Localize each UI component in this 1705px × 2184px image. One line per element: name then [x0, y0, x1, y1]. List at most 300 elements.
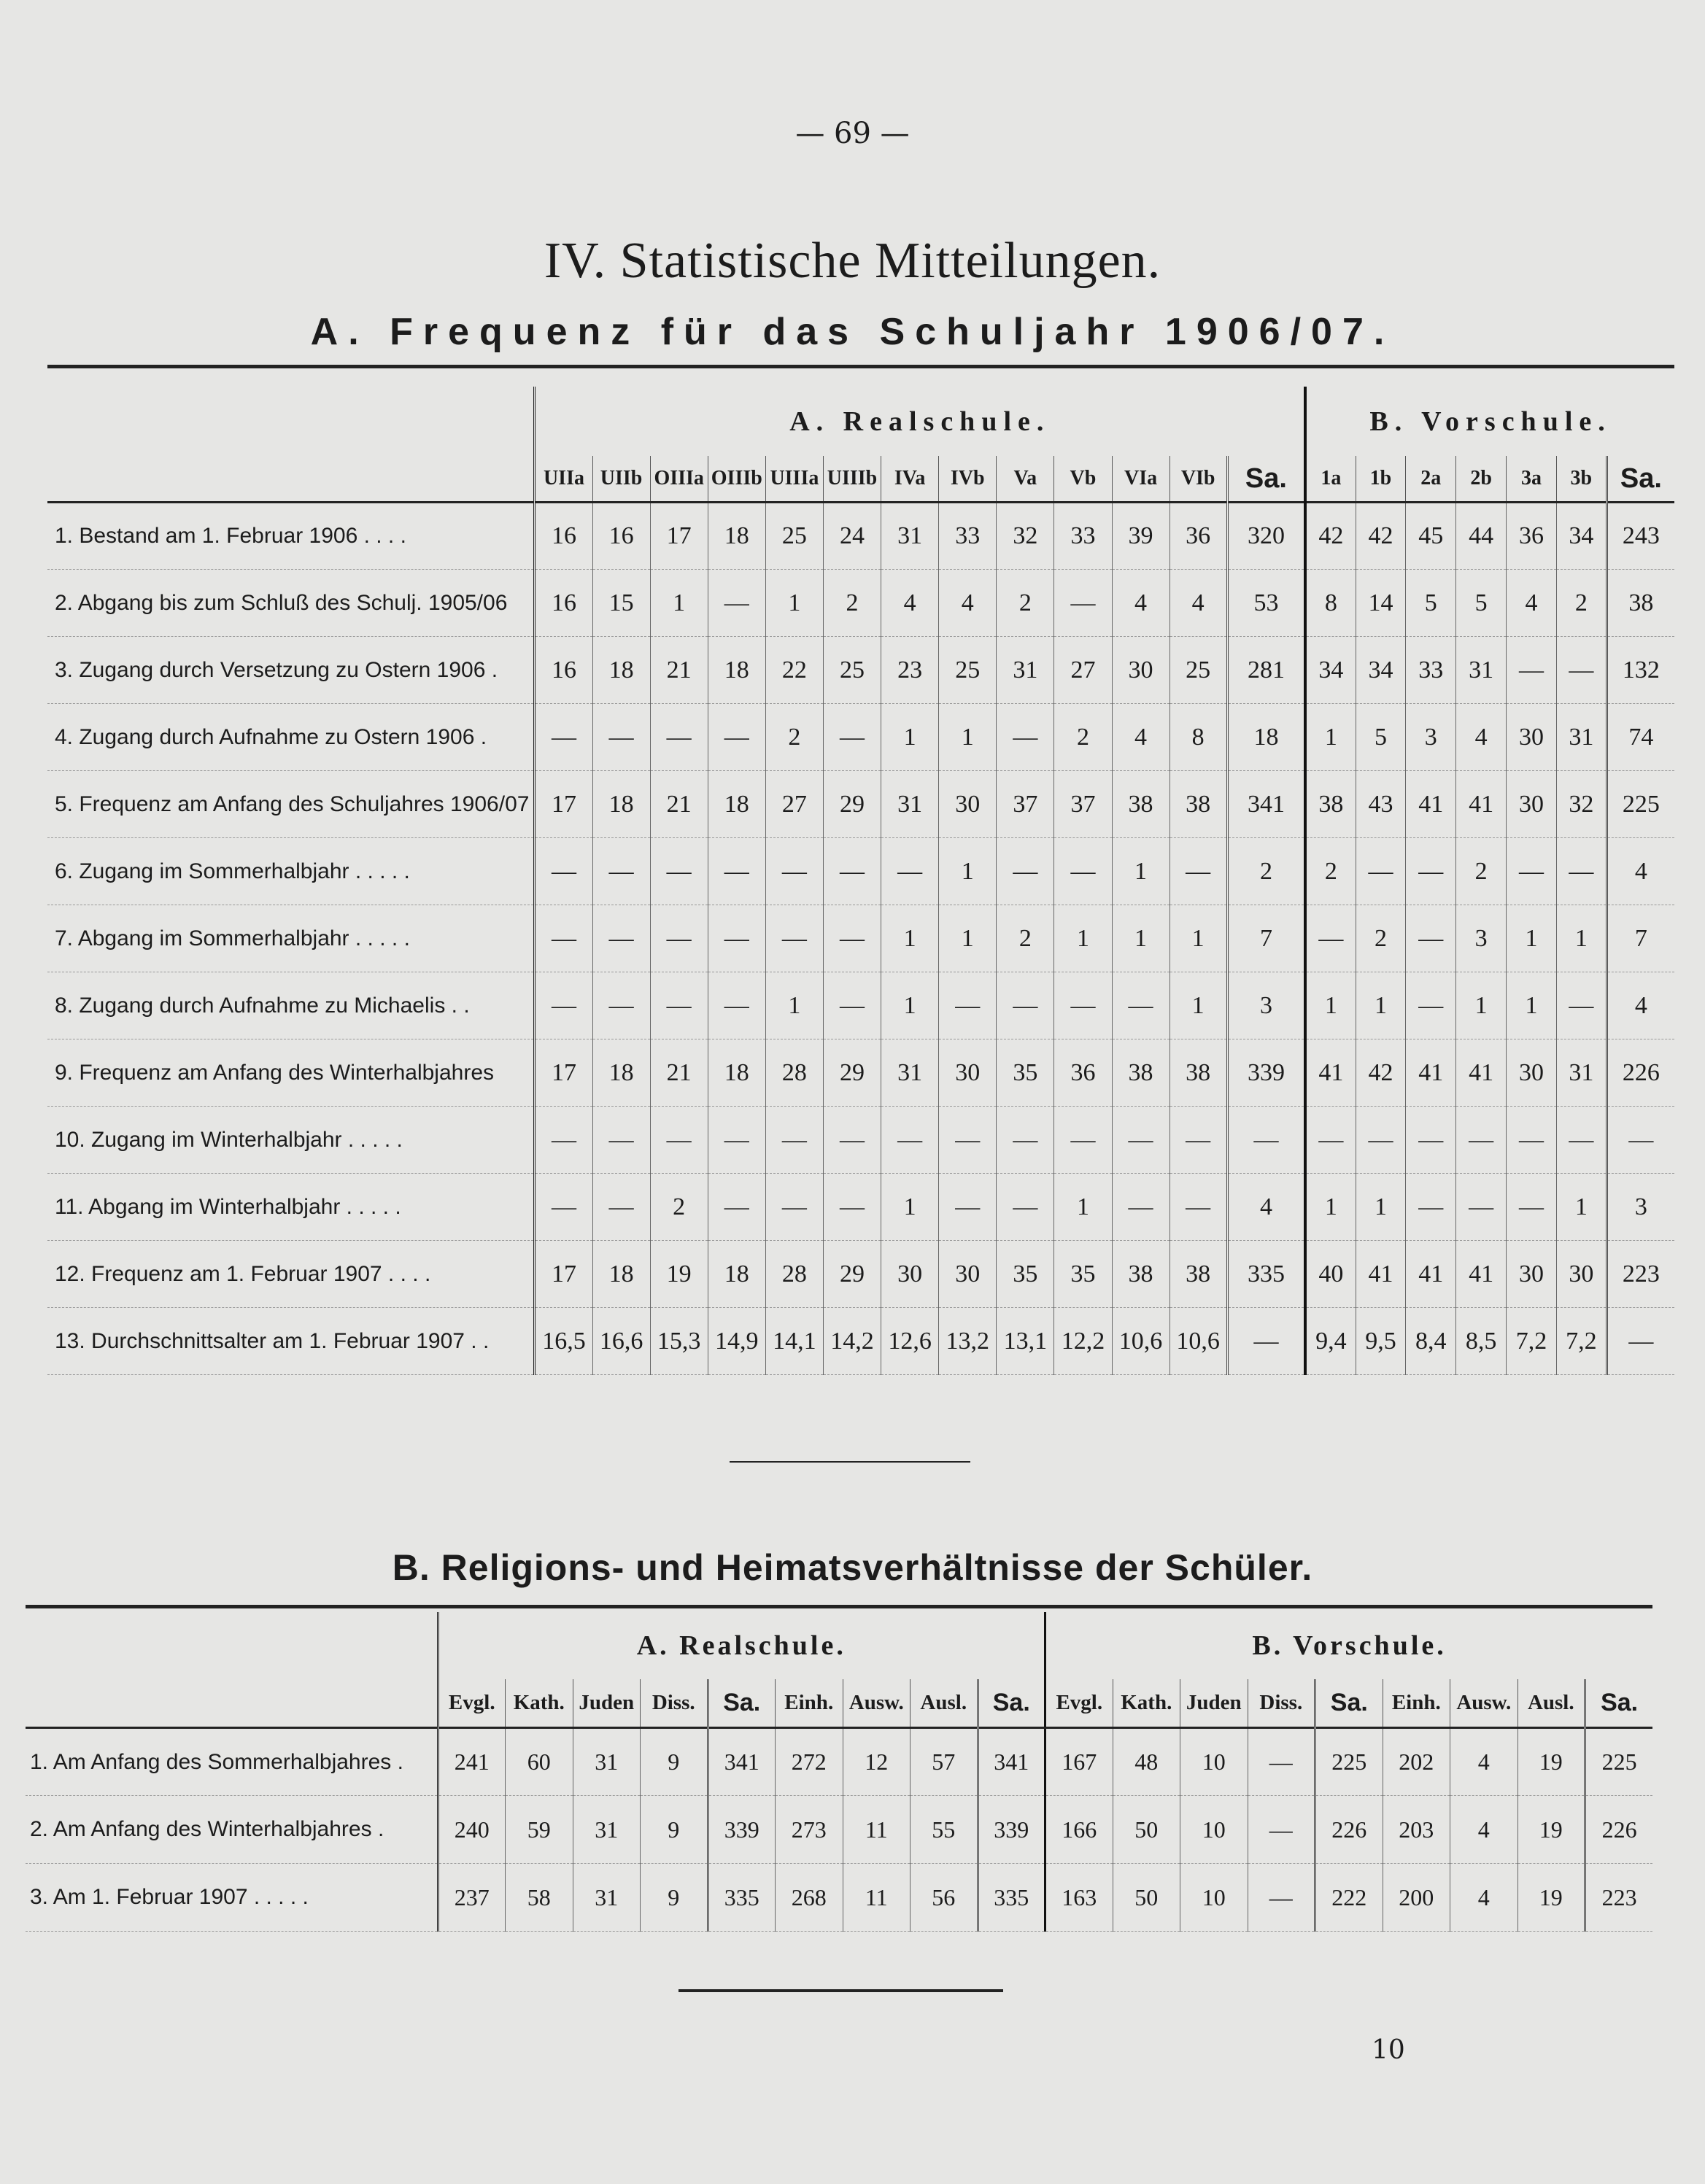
- column-header: 1a: [1305, 456, 1356, 503]
- table-cell: 167: [1045, 1728, 1113, 1796]
- table-cell: 3: [1227, 972, 1305, 1039]
- column-header: OIIIa: [650, 456, 708, 503]
- table-cell: 38: [1169, 771, 1227, 838]
- table-cell: 17: [535, 1039, 592, 1107]
- table-cell: —: [592, 704, 650, 771]
- table-cell: 222: [1315, 1864, 1383, 1932]
- table-row: [47, 1039, 1674, 1107]
- table-cell: —: [1112, 972, 1169, 1039]
- table-cell: 12: [843, 1728, 911, 1796]
- row-label: 8. Zugang durch Aufnahme zu Michaelis . .: [47, 972, 535, 1039]
- table-cell: 16: [535, 503, 592, 570]
- table-cell: 4: [939, 570, 997, 637]
- column-header: UIIb: [592, 456, 650, 503]
- label-column-header: [47, 456, 535, 503]
- table-cell: 45: [1406, 503, 1456, 570]
- column-header: VIa: [1112, 456, 1169, 503]
- column-header: Sa.: [1227, 456, 1305, 503]
- table-cell: 21: [650, 771, 708, 838]
- column-header: Juden: [573, 1679, 641, 1728]
- table-cell: —: [1169, 838, 1227, 905]
- column-header: IVa: [881, 456, 939, 503]
- table-cell: 31: [997, 637, 1054, 704]
- table-cell: 16,5: [535, 1308, 592, 1375]
- table-cell: 29: [823, 1241, 881, 1308]
- table-cell: 1: [765, 570, 823, 637]
- table-cell: —: [708, 1107, 765, 1174]
- row-label: 6. Zugang im Sommerhalbjahr . . . . .: [47, 838, 535, 905]
- table-cell: 41: [1406, 771, 1456, 838]
- column-header: Ausw.: [843, 1679, 911, 1728]
- column-header: UIIa: [535, 456, 592, 503]
- column-header: Kath.: [506, 1679, 573, 1728]
- table-row: [47, 704, 1674, 771]
- table-cell: 4: [1112, 704, 1169, 771]
- table-cell: —: [997, 1107, 1054, 1174]
- table-cell: —: [1406, 1107, 1456, 1174]
- table-cell: —: [1054, 1107, 1112, 1174]
- table-cell: 18: [708, 771, 765, 838]
- table-cell: 74: [1607, 704, 1674, 771]
- row-label: 4. Zugang durch Aufnahme zu Ostern 1906 .: [47, 704, 535, 771]
- table-cell: 17: [535, 771, 592, 838]
- table-cell: 1: [939, 905, 997, 972]
- table-cell: 4: [1456, 704, 1507, 771]
- table-cell: 31: [1456, 637, 1507, 704]
- table-cell: 25: [765, 503, 823, 570]
- rule-top-a: [47, 365, 1674, 368]
- table-cell: 33: [1406, 637, 1456, 704]
- table-cell: 30: [1507, 1241, 1557, 1308]
- table-cell: 60: [506, 1728, 573, 1796]
- table-cell: 1: [1507, 972, 1557, 1039]
- table-cell: 225: [1607, 771, 1674, 838]
- frequency-table: [47, 387, 1674, 1375]
- table-cell: —: [1054, 838, 1112, 905]
- table-cell: 38: [1607, 570, 1674, 637]
- table-cell: —: [997, 838, 1054, 905]
- table-cell: 2: [650, 1174, 708, 1241]
- table-cell: 1: [881, 905, 939, 972]
- table-cell: 8,5: [1456, 1308, 1507, 1375]
- table-cell: 33: [939, 503, 997, 570]
- table-cell: 14,2: [823, 1308, 881, 1375]
- table-cell: 243: [1607, 503, 1674, 570]
- table-cell: —: [708, 704, 765, 771]
- table-cell: 53: [1227, 570, 1305, 637]
- table-cell: 21: [650, 637, 708, 704]
- table-cell: —: [765, 905, 823, 972]
- table-cell: 1: [1169, 905, 1227, 972]
- table-cell: —: [823, 1174, 881, 1241]
- rule-top-b: [26, 1605, 1652, 1608]
- table-cell: —: [823, 905, 881, 972]
- table-cell: 10: [1180, 1796, 1248, 1864]
- table-cell: 339: [978, 1796, 1045, 1864]
- table-cell: 23: [881, 637, 939, 704]
- table-cell: —: [1556, 637, 1607, 704]
- row-label: 2. Abgang bis zum Schluß des Schulj. 1905/06: [47, 570, 535, 637]
- table-cell: 1: [939, 838, 997, 905]
- table-cell: 241: [438, 1728, 506, 1796]
- table-cell: 200: [1383, 1864, 1450, 1932]
- table-cell: 59: [506, 1796, 573, 1864]
- table-cell: 21: [650, 1039, 708, 1107]
- table-cell: 35: [997, 1241, 1054, 1308]
- row-label: 3. Zugang durch Versetzung zu Ostern 1906 .: [47, 637, 535, 704]
- table-cell: —: [1054, 972, 1112, 1039]
- column-header: IVb: [939, 456, 997, 503]
- table-cell: —: [1456, 1174, 1507, 1241]
- table-cell: 48: [1113, 1728, 1180, 1796]
- table-cell: —: [1607, 1107, 1674, 1174]
- table-cell: 273: [776, 1796, 843, 1864]
- table-cell: 27: [1054, 637, 1112, 704]
- row-label: 12. Frequenz am 1. Februar 1907 . . . .: [47, 1241, 535, 1308]
- table-cell: 1: [1054, 905, 1112, 972]
- table-cell: 44: [1456, 503, 1507, 570]
- column-header: OIIIb: [708, 456, 765, 503]
- table-cell: —: [997, 704, 1054, 771]
- footer-number: 10: [1372, 2035, 1405, 2065]
- table-cell: —: [881, 1107, 939, 1174]
- column-header: 2a: [1406, 456, 1456, 503]
- table-cell: 43: [1356, 771, 1406, 838]
- table-cell: 25: [939, 637, 997, 704]
- table-cell: 42: [1356, 1039, 1406, 1107]
- table-cell: 15: [592, 570, 650, 637]
- row-label: 3. Am 1. Februar 1907 . . . . .: [26, 1864, 438, 1932]
- table-cell: 5: [1356, 704, 1406, 771]
- table-cell: 30: [1507, 1039, 1557, 1107]
- table-cell: —: [1248, 1796, 1315, 1864]
- table-cell: —: [1406, 905, 1456, 972]
- table-cell: 7: [1227, 905, 1305, 972]
- row-label: 5. Frequenz am Anfang des Schuljahres 1906/07: [47, 771, 535, 838]
- table-cell: —: [1356, 1107, 1406, 1174]
- table-cell: 2: [1227, 838, 1305, 905]
- table-cell: —: [1456, 1107, 1507, 1174]
- table-cell: 1: [1305, 972, 1356, 1039]
- column-header: Kath.: [1113, 1679, 1180, 1728]
- table-cell: 5: [1456, 570, 1507, 637]
- table-cell: 29: [823, 1039, 881, 1107]
- group-header-vorschule: B. Vorschule.: [1045, 1612, 1653, 1679]
- section-b-heading: B. Religions- und Heimatsverhältnisse der Schüler.: [392, 1547, 1313, 1588]
- table-cell: 30: [939, 1241, 997, 1308]
- table-row: [47, 1241, 1674, 1308]
- column-header: 2b: [1456, 456, 1507, 503]
- table-cell: 15,3: [650, 1308, 708, 1375]
- table-cell: 223: [1585, 1864, 1653, 1932]
- table-row: [47, 1174, 1674, 1241]
- table-cell: —: [535, 1107, 592, 1174]
- table-cell: 2: [1556, 570, 1607, 637]
- table-cell: 16,6: [592, 1308, 650, 1375]
- table-cell: 272: [776, 1728, 843, 1796]
- table-cell: —: [1227, 1107, 1305, 1174]
- column-header: 1b: [1356, 456, 1406, 503]
- column-header: Evgl.: [1045, 1679, 1113, 1728]
- table-cell: 10,6: [1112, 1308, 1169, 1375]
- table-cell: 1: [881, 704, 939, 771]
- table-cell: 3: [1406, 704, 1456, 771]
- table-cell: —: [765, 1174, 823, 1241]
- table-cell: 2: [997, 570, 1054, 637]
- table-cell: 35: [997, 1039, 1054, 1107]
- table-cell: 38: [1112, 1039, 1169, 1107]
- table-cell: 1: [1305, 704, 1356, 771]
- table-cell: 30: [1112, 637, 1169, 704]
- table-cell: 1: [1112, 905, 1169, 972]
- table-row: [26, 1728, 1652, 1796]
- table-cell: —: [592, 905, 650, 972]
- table-cell: 58: [506, 1864, 573, 1932]
- column-header: Einh.: [1383, 1679, 1450, 1728]
- table-cell: 30: [1556, 1241, 1607, 1308]
- table-cell: 41: [1456, 1039, 1507, 1107]
- table-cell: 1: [939, 704, 997, 771]
- table-cell: —: [939, 1174, 997, 1241]
- table-cell: —: [592, 1174, 650, 1241]
- table-cell: 42: [1305, 503, 1356, 570]
- table-cell: —: [997, 1174, 1054, 1241]
- table-cell: 226: [1585, 1796, 1653, 1864]
- table-cell: 10: [1180, 1728, 1248, 1796]
- table-cell: —: [650, 905, 708, 972]
- table-cell: 41: [1356, 1241, 1406, 1308]
- table-cell: 22: [765, 637, 823, 704]
- column-header: Ausl.: [911, 1679, 978, 1728]
- table-cell: 32: [1556, 771, 1607, 838]
- table-cell: 8: [1305, 570, 1356, 637]
- table-cell: —: [708, 570, 765, 637]
- table-cell: 226: [1607, 1039, 1674, 1107]
- table-cell: 42: [1356, 503, 1406, 570]
- table-cell: 19: [1518, 1796, 1585, 1864]
- table-cell: 225: [1315, 1728, 1383, 1796]
- table-cell: 16: [535, 570, 592, 637]
- table-cell: 18: [592, 771, 650, 838]
- table-cell: 4: [1227, 1174, 1305, 1241]
- table-cell: 14: [1356, 570, 1406, 637]
- row-label: 11. Abgang im Winterhalbjahr . . . . .: [47, 1174, 535, 1241]
- table-cell: —: [1607, 1308, 1674, 1375]
- table-cell: 1: [1356, 1174, 1406, 1241]
- table-cell: 339: [1227, 1039, 1305, 1107]
- table-cell: —: [708, 905, 765, 972]
- table-cell: 7,2: [1556, 1308, 1607, 1375]
- table-cell: —: [1356, 838, 1406, 905]
- group-header-realschule: A. Realschule.: [438, 1612, 1045, 1679]
- table-cell: 4: [1112, 570, 1169, 637]
- table-cell: —: [765, 838, 823, 905]
- table-cell: 4: [1450, 1796, 1518, 1864]
- table-cell: 50: [1113, 1864, 1180, 1932]
- table-cell: 31: [881, 503, 939, 570]
- column-header: UIIIb: [823, 456, 881, 503]
- table-cell: 18: [592, 1039, 650, 1107]
- table-cell: 1: [1456, 972, 1507, 1039]
- table-cell: 37: [1054, 771, 1112, 838]
- table-cell: 4: [1607, 972, 1674, 1039]
- column-header: Diss.: [1248, 1679, 1315, 1728]
- table-cell: —: [1112, 1107, 1169, 1174]
- table-cell: 9,5: [1356, 1308, 1406, 1375]
- table-cell: 24: [823, 503, 881, 570]
- table-cell: —: [592, 972, 650, 1039]
- table-cell: 339: [708, 1796, 776, 1864]
- table-cell: 11: [843, 1796, 911, 1864]
- table-cell: 39: [1112, 503, 1169, 570]
- table-cell: 41: [1406, 1039, 1456, 1107]
- table-cell: —: [1556, 1107, 1607, 1174]
- table-row: [47, 1308, 1674, 1375]
- table-cell: —: [708, 1174, 765, 1241]
- table-cell: 25: [1169, 637, 1227, 704]
- table-cell: —: [823, 972, 881, 1039]
- row-label: 9. Frequenz am Anfang des Winterhalbjahres: [47, 1039, 535, 1107]
- table-cell: —: [650, 838, 708, 905]
- table-cell: —: [708, 972, 765, 1039]
- table-cell: 9: [641, 1796, 708, 1864]
- table-cell: —: [1507, 1174, 1557, 1241]
- column-header: Evgl.: [438, 1679, 506, 1728]
- column-header: UIIIa: [765, 456, 823, 503]
- table-cell: 18: [708, 503, 765, 570]
- table-cell: 30: [881, 1241, 939, 1308]
- table-cell: 13,2: [939, 1308, 997, 1375]
- table-cell: —: [592, 838, 650, 905]
- label-header-empty: [47, 387, 535, 456]
- column-header: Juden: [1180, 1679, 1248, 1728]
- table-cell: 12,2: [1054, 1308, 1112, 1375]
- table-cell: —: [1507, 1107, 1557, 1174]
- table-row: [47, 771, 1674, 838]
- divider-bottom: [678, 1989, 1003, 1992]
- table-cell: 16: [535, 637, 592, 704]
- label-header-empty: [26, 1612, 438, 1679]
- table-cell: 31: [1556, 704, 1607, 771]
- table-cell: 8: [1169, 704, 1227, 771]
- table-cell: —: [1054, 570, 1112, 637]
- table-cell: 55: [911, 1796, 978, 1864]
- table-cell: —: [650, 972, 708, 1039]
- table-cell: 1: [1305, 1174, 1356, 1241]
- label-column-header: [26, 1679, 438, 1728]
- table-cell: —: [535, 905, 592, 972]
- table-cell: —: [939, 1107, 997, 1174]
- table-cell: 19: [1518, 1864, 1585, 1932]
- table-cell: —: [765, 1107, 823, 1174]
- column-header: Ausl.: [1518, 1679, 1585, 1728]
- table-cell: —: [535, 1174, 592, 1241]
- table-cell: 30: [1507, 771, 1557, 838]
- table-cell: 17: [650, 503, 708, 570]
- table-cell: —: [1169, 1174, 1227, 1241]
- table-cell: —: [1305, 1107, 1356, 1174]
- table-cell: 335: [1227, 1241, 1305, 1308]
- table-cell: 335: [708, 1864, 776, 1932]
- table-cell: 1: [881, 1174, 939, 1241]
- table-cell: 4: [1169, 570, 1227, 637]
- table-cell: 320: [1227, 503, 1305, 570]
- table-cell: 3: [1456, 905, 1507, 972]
- section-a-heading: A. Frequenz für das Schuljahr 1906/07.: [310, 311, 1395, 353]
- row-label: 10. Zugang im Winterhalbjahr . . . . .: [47, 1107, 535, 1174]
- table-cell: 2: [1305, 838, 1356, 905]
- table-cell: 27: [765, 771, 823, 838]
- table-cell: —: [535, 704, 592, 771]
- table-cell: 1: [1054, 1174, 1112, 1241]
- table-row: [26, 1864, 1652, 1932]
- table-cell: 2: [997, 905, 1054, 972]
- table-cell: —: [650, 704, 708, 771]
- table-cell: —: [1507, 637, 1557, 704]
- religion-table: [26, 1612, 1652, 1932]
- table-cell: 2: [1356, 905, 1406, 972]
- column-header: Vb: [1054, 456, 1112, 503]
- table-cell: —: [1556, 972, 1607, 1039]
- column-header: Sa.: [1315, 1679, 1383, 1728]
- table-cell: 237: [438, 1864, 506, 1932]
- table-cell: 32: [997, 503, 1054, 570]
- table-cell: 1: [1556, 1174, 1607, 1241]
- table-cell: —: [1507, 838, 1557, 905]
- table-cell: 40: [1305, 1241, 1356, 1308]
- table-cell: 35: [1054, 1241, 1112, 1308]
- table-cell: 34: [1305, 637, 1356, 704]
- table-cell: 38: [1305, 771, 1356, 838]
- table-cell: —: [650, 1107, 708, 1174]
- table-cell: 50: [1113, 1796, 1180, 1864]
- table-cell: 2: [823, 570, 881, 637]
- table-cell: 335: [978, 1864, 1045, 1932]
- column-header: VIb: [1169, 456, 1227, 503]
- table-cell: —: [535, 838, 592, 905]
- table-cell: 5: [1406, 570, 1456, 637]
- table-cell: —: [997, 972, 1054, 1039]
- table-cell: 30: [1507, 704, 1557, 771]
- table-cell: 41: [1456, 771, 1507, 838]
- table-cell: 1: [1169, 972, 1227, 1039]
- table-cell: 12,6: [881, 1308, 939, 1375]
- page-number: — 69 —: [795, 117, 910, 150]
- table-cell: —: [823, 838, 881, 905]
- table-cell: —: [939, 972, 997, 1039]
- table-cell: 19: [1518, 1728, 1585, 1796]
- table-cell: 2: [1054, 704, 1112, 771]
- table-cell: 4: [1507, 570, 1557, 637]
- table-cell: 17: [535, 1241, 592, 1308]
- table-cell: —: [1112, 1174, 1169, 1241]
- table-cell: 4: [881, 570, 939, 637]
- table-cell: 13,1: [997, 1308, 1054, 1375]
- table-cell: 2: [1456, 838, 1507, 905]
- table-cell: —: [1227, 1308, 1305, 1375]
- table-cell: 4: [1607, 838, 1674, 905]
- table-cell: 1: [1507, 905, 1557, 972]
- table-cell: 18: [708, 1039, 765, 1107]
- table-cell: 8,4: [1406, 1308, 1456, 1375]
- table-cell: 34: [1356, 637, 1406, 704]
- table-cell: 37: [997, 771, 1054, 838]
- table-cell: 30: [939, 771, 997, 838]
- table-cell: —: [1169, 1107, 1227, 1174]
- table-cell: 225: [1585, 1728, 1653, 1796]
- table-cell: —: [823, 1107, 881, 1174]
- row-label: 13. Durchschnittsalter am 1. Februar 1907 . .: [47, 1308, 535, 1375]
